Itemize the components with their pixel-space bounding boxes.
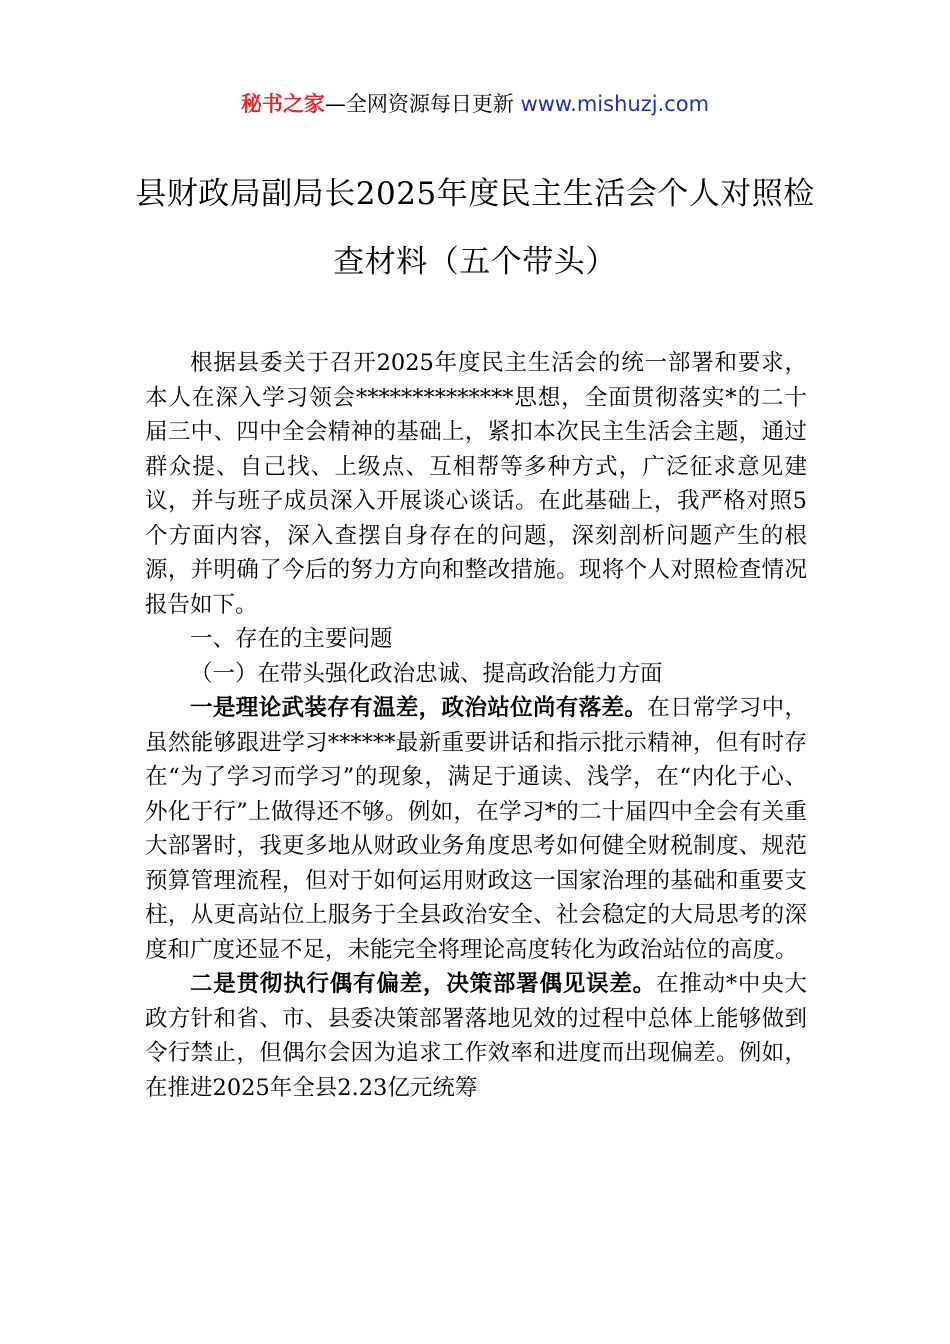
brand-name: 秘书之家 [240,92,325,116]
point-two-lead: 二是贯彻执行偶有偏差，决策部署偶见误差。 [190,971,656,997]
site-url-link[interactable]: www.mishuzj.com [520,92,710,116]
point-one-text: 在日常学习中，虽然能够跟进学习******最新重要讲话和指示批示精神，但有时存在“为了学习而学习”的现象，满足于通读、浅学，在“内化于心、外化于行”上做得还不够。例如，在学习*的二十届四中全会有关重大部署时，我更多地从财政业务角度思考如何健全财税制度、规范预算管理流程，但对于如何运用财政这一国家治理的基础和重要支柱，从更高站位上服务于全县政治安全、社会稳定的大局思考的深度和广度还显不足，未能完全将理论高度转化为政治站位的高度。 [145,695,807,963]
point-one-lead: 一是理论武装存有温差，政治站位尚有落差。 [190,695,648,721]
intro-paragraph: 根据县委关于召开2025年度民主生活会的统一部署和要求，本人在深入学习领会**************思想，全面贯彻落实*的二十届三中、四中全会精神的基础上，紧扣本次民主生活会主题，通过群众提、自己找、上级点、互相帮等多种方式，广泛征求意见建议，并与班子成员深入开展谈心谈话。在此基础上，我严格对照5个方面内容，深入查摆自身存在的问题，深刻剖析问题产生的根源，并明确了今后的努力方向和整改措施。现将个人对照检查情况报告如下。 [145,350,807,618]
point-two-paragraph [145,967,807,1105]
site-slogan: —全网资源每日更新 [324,92,521,116]
document-body [145,346,807,1105]
point-one-paragraph [145,691,807,967]
subsection-heading: （一）在带头强化政治忠诚、提高政治能力方面 [190,660,663,687]
section-heading: 一、存在的主要问题 [190,626,393,652]
site-header [0,88,950,120]
document-title: 县财政局副局长2025年度民主生活会个人对照检查材料（五个带头） [135,176,815,280]
point-two-text: 在推动*中央大政方针和省、市、县委决策部署落地见效的过程中总体上能够做到令行禁止，但偶尔会因为追求工作效率和进度而出现偏差。例如，在推进2025年全县2.23亿元统筹 [145,971,807,1101]
